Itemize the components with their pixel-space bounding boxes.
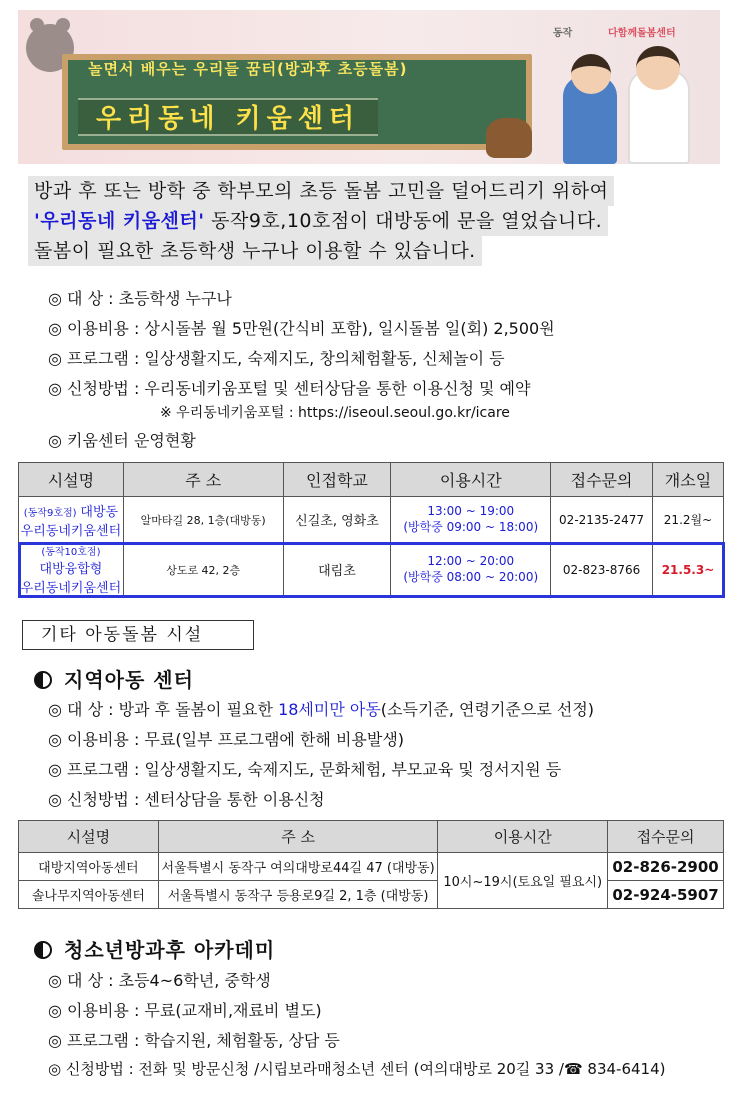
facility-name: 솔나무지역아동센터 xyxy=(19,881,159,909)
half-circle-icon xyxy=(34,941,52,959)
academy-apply: ◎ 신청방법 : 전화 및 방문신청 /시립보라매청소년 센터 (여의대방로 20길 33 /☎ 834-6414) xyxy=(48,1060,666,1078)
table-row xyxy=(19,853,724,881)
col-header: 이용시간 xyxy=(438,821,608,853)
opening-date: 21.2월~ xyxy=(652,497,723,543)
half-circle-icon xyxy=(34,671,52,689)
community-target: ◎ 대 상 : 방과 후 돌봄이 필요한 18세미만 아동(소득기준, 연령기준으로 선정) xyxy=(48,700,595,719)
contact-phone: 02-826-2900 xyxy=(608,853,724,881)
community-center-table xyxy=(18,820,724,909)
table-row xyxy=(19,497,724,543)
child-head-left xyxy=(571,54,611,94)
intro-line-2: '우리동네 키움센터' 동작9호,10호점이 대방동에 문을 열었습니다. xyxy=(28,206,608,236)
kium-center-table xyxy=(18,462,724,597)
intro-line-1: 방과 후 또는 방학 중 학부모의 초등 돌봄 고민을 덜어드리기 위하여 xyxy=(28,176,614,206)
horse-toy-icon xyxy=(486,118,532,158)
adjacent-school: 신길초, 영화초 xyxy=(283,497,391,543)
academy-program: ◎ 프로그램 : 학습지원, 체험활동, 상담 등 xyxy=(48,1031,340,1050)
adjacent-school: 대림초 xyxy=(283,543,391,597)
child-head-right xyxy=(636,46,680,90)
contact-phone: 02-2135-2477 xyxy=(551,497,653,543)
table-row xyxy=(19,881,724,909)
portal-note: ※ 우리동네키움포털 : https://iseoul.seoul.go.kr/icare xyxy=(160,405,510,421)
operating-hours: 12:00 ~ 20:00 (방학중 08:00 ~ 20:00) xyxy=(391,543,551,597)
community-center-heading: 지역아동 센터 xyxy=(34,664,194,693)
info-apply: ◎ 신청방법 : 우리동네키움포털 및 센터상담을 통한 이용신청 및 예약 xyxy=(48,379,531,398)
facility-address: 알마타길 28, 1층(대방동) xyxy=(123,497,283,543)
intro-line-3: 돌봄이 필요한 초등학생 누구나 이용할 수 있습니다. xyxy=(28,236,482,266)
academy-fee: ◎ 이용비용 : 무료(교재비,재료비 별도) xyxy=(48,1001,322,1020)
col-header: 주 소 xyxy=(123,463,283,497)
table-row-highlighted xyxy=(19,543,724,597)
col-header: 인접학교 xyxy=(283,463,391,497)
col-header: 접수문의 xyxy=(551,463,653,497)
facility-address: 서울특별시 동작구 등용로9길 2, 1층 (대방동) xyxy=(158,881,438,909)
community-program: ◎ 프로그램 : 일상생활지도, 숙제지도, 문화체험, 부모교육 및 정서지원 등 xyxy=(48,760,562,779)
banner-title: 우리동네 키움센터 xyxy=(78,98,378,136)
operating-hours: 13:00 ~ 19:00 (방학중 09:00 ~ 18:00) xyxy=(391,497,551,543)
other-facilities-title: 기타 아동돌봄 시설 xyxy=(22,620,254,650)
facility-name: (동작9호점) 대방동 우리동네키움센터 xyxy=(19,497,124,543)
facility-name: (동작10호점) 대방융합형 우리동네키움센터 xyxy=(19,543,124,597)
contact-phone: 02-823-8766 xyxy=(551,543,653,597)
academy-heading: 청소년방과후 아카데미 xyxy=(34,934,275,963)
col-header: 시설명 xyxy=(19,821,159,853)
community-fee: ◎ 이용비용 : 무료(일부 프로그램에 한해 비용발생) xyxy=(48,730,405,749)
dahamkke-logo: 다함께돌봄센터 xyxy=(608,28,676,39)
table-header-row xyxy=(19,463,724,497)
facility-address: 상도로 42, 2층 xyxy=(123,543,283,597)
info-status: ◎ 키움센터 운영현황 xyxy=(48,431,196,450)
kium-center-highlight: '우리동네 키움센터' xyxy=(34,210,205,232)
col-header: 주 소 xyxy=(158,821,438,853)
col-header: 시설명 xyxy=(19,463,124,497)
info-program: ◎ 프로그램 : 일상생활지도, 숙제지도, 창의체험활동, 신체놀이 등 xyxy=(48,349,505,368)
col-header: 접수문의 xyxy=(608,821,724,853)
table-header-row xyxy=(19,821,724,853)
banner xyxy=(18,10,720,164)
col-header: 개소일 xyxy=(652,463,723,497)
academy-target: ◎ 대 상 : 초등4~6학년, 중학생 xyxy=(48,971,271,990)
dongjak-logo: 동작 xyxy=(553,28,573,39)
community-apply: ◎ 신청방법 : 센터상담을 통한 이용신청 xyxy=(48,790,325,809)
contact-phone: 02-924-5907 xyxy=(608,881,724,909)
info-target: ◎ 대 상 : 초등학생 누구나 xyxy=(48,289,232,308)
facility-name: 대방지역아동센터 xyxy=(19,853,159,881)
facility-address: 서울특별시 동작구 여의대방로44길 47 (대방동) xyxy=(158,853,438,881)
banner-subtitle: 놀면서 배우는 우리들 꿈터(방과후 초등돌봄) xyxy=(88,60,408,78)
col-header: 이용시간 xyxy=(391,463,551,497)
operating-hours: 10시~19시(토요일 필요시) xyxy=(438,853,608,909)
opening-date: 21.5.3~ xyxy=(652,543,723,597)
info-fee: ◎ 이용비용 : 상시돌봄 월 5만원(간식비 포함), 일시돌봄 일(회) 2,500원 xyxy=(48,319,555,338)
